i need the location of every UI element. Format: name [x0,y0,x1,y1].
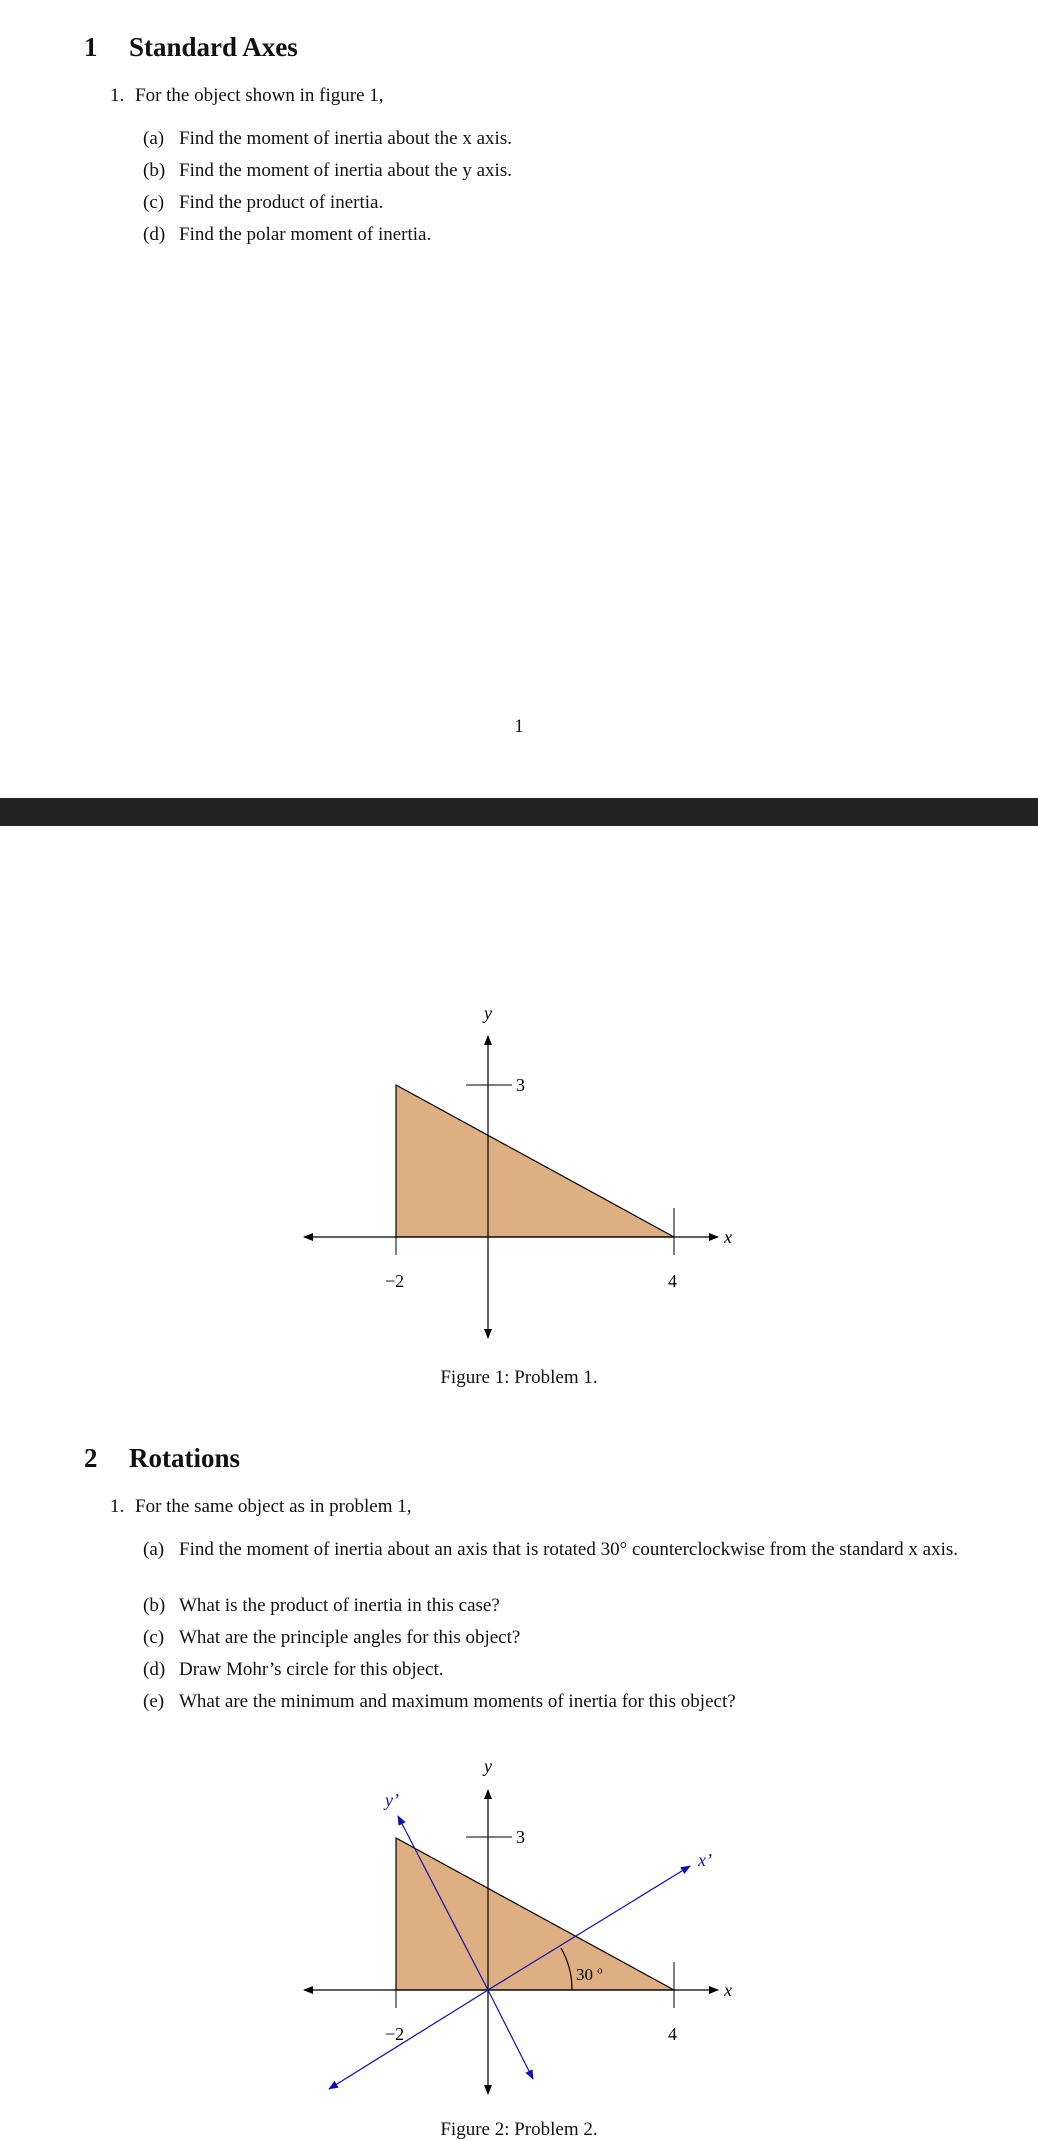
tick-neg-label: −2 [385,1271,405,1291]
item-text: Find the polar moment of inertia. [179,224,432,245]
x-axis-label: x [724,1980,732,2000]
angle-label: 30 º [576,1965,603,1984]
page-separator [0,798,1038,826]
section-title: Rotations [129,1443,241,1473]
list-item: (b) Find the moment of inertia about the y axis. [143,160,512,181]
list-item: (c) Find the product of inertia. [143,192,384,213]
problem-number: 1. [110,1496,125,1517]
section-1-heading [84,32,298,63]
section-2-heading [84,1443,240,1474]
list-item: (a) Find the moment of inertia about an axis that is rotated 30° counterclockwise from the standard x axis. [143,1537,963,1562]
figure-1-caption: Figure 1: Problem 1. [440,1367,598,1388]
item-text: What are the minimum and maximum moments of inertia for this object? [179,1691,736,1712]
page-number: 1 [514,716,524,737]
figure-2 [0,1756,1038,2135]
list-item: (c) What are the principle angles for this object? [143,1627,521,1648]
figure-2-caption: Figure 2: Problem 2. [440,2119,598,2140]
y-axis-label: y [484,1003,492,1023]
tick-pos-label: 4 [668,2024,677,2044]
item-text: Draw Mohr’s circle for this object. [179,1659,444,1680]
page-1 [0,0,1038,798]
problem-1 [110,1496,412,1518]
y-axis-label: y [484,1756,492,1776]
problem-1 [110,85,384,107]
x-axis-label: x [724,1227,732,1247]
list-item: (b) What is the product of inertia in this case? [143,1595,500,1616]
tick-y-label: 3 [516,1075,525,1095]
problem-number: 1. [110,85,125,106]
rotated-x-label: x’ [698,1850,712,1870]
tick-pos-label: 4 [668,1271,677,1291]
rotated-y-label: y’ [385,1790,399,1810]
problem-text: For the same object as in problem 1, [135,1496,412,1517]
tick-neg-label: −2 [385,2024,405,2044]
triangle-region [396,1085,674,1237]
item-text: Find the product of inertia. [179,192,384,213]
item-text: What are the principle angles for this object? [179,1627,521,1648]
list-item: (d) Draw Mohr’s circle for this object. [143,1659,444,1680]
figure-1 [0,986,1038,1291]
section-title: Standard Axes [129,32,298,62]
problem-text: For the object shown in figure 1, [135,85,384,106]
list-item: (e) What are the minimum and maximum moments of inertia for this object? [143,1691,736,1712]
tick-y-label: 3 [516,1827,525,1847]
triangle-region [396,1838,674,1990]
list-item: (d) Find the polar moment of inertia. [143,224,432,245]
rotated-y-axis [488,1990,533,2079]
item-text: What is the product of inertia in this case? [179,1595,500,1616]
item-text: Find the moment of inertia about the x axis. [179,128,512,149]
page-2 [0,826,1038,2140]
item-text: Find the moment of inertia about an axis that is rotated 30° counterclockwise from the standard x axis. [179,1539,959,1560]
section-number: 1 [84,32,98,62]
list-item: (a) Find the moment of inertia about the x axis. [143,128,512,149]
section-number: 2 [84,1443,98,1473]
rotated-x-axis [329,1990,488,2089]
item-text: Find the moment of inertia about the y axis. [179,160,512,181]
